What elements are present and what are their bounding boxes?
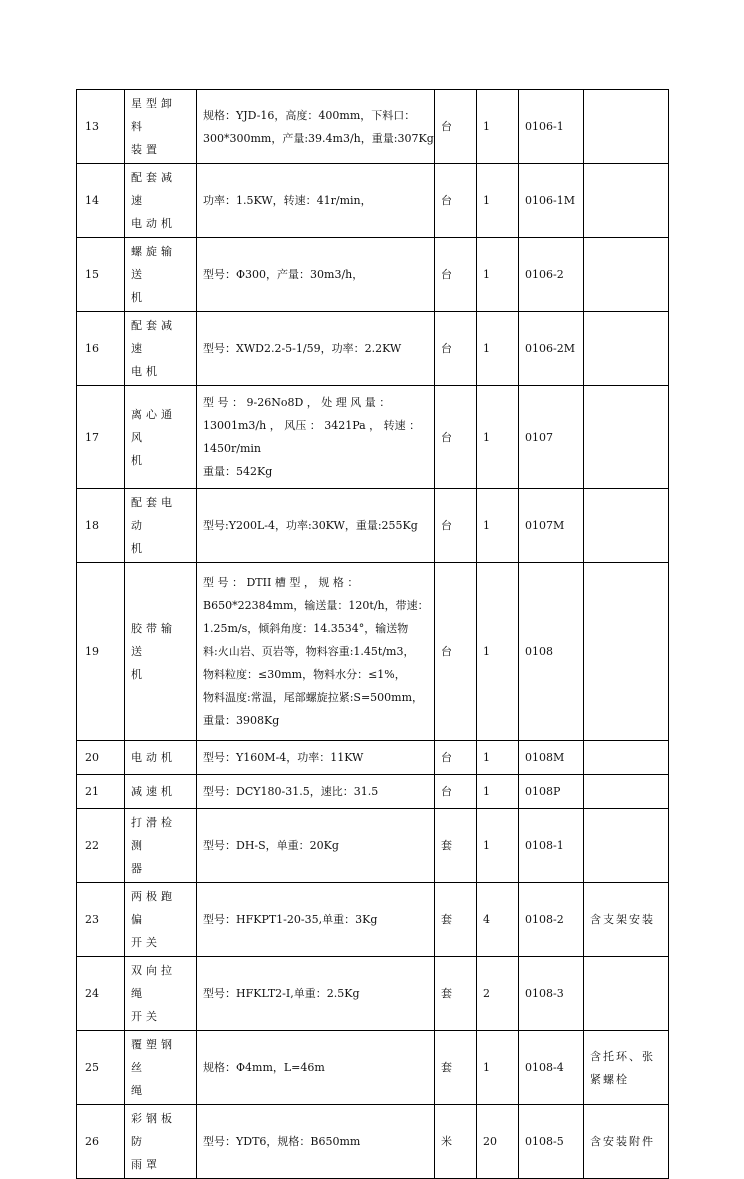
table-row (77, 238, 669, 312)
name-line: 两极跑偏 (131, 890, 176, 926)
quantity: 1 (477, 1031, 519, 1105)
note-line: 含支架安装 (590, 913, 655, 926)
spec-line: 型号：DCY180-31.5，速比：31.5 (203, 785, 379, 798)
unit: 台 (435, 563, 477, 741)
unit: 台 (435, 238, 477, 312)
equipment-name (125, 386, 197, 489)
name-line: 打滑检测 (131, 816, 176, 852)
specification (197, 957, 435, 1031)
item-code: 0108-1 (519, 809, 584, 883)
quantity: 1 (477, 312, 519, 386)
name-line: 配套减速 (131, 171, 176, 207)
specification (197, 90, 435, 164)
table-row (77, 741, 669, 775)
specification (197, 164, 435, 238)
name-line: 电动机 (131, 751, 176, 764)
spec-line: 型号：YDT6，规格：B650mm (203, 1135, 361, 1148)
name-line: 开关 (131, 1010, 161, 1023)
unit: 套 (435, 809, 477, 883)
item-code: 0107M (519, 489, 584, 563)
spec-line: 型号：HFKPT1-20-35,单重：3Kg (203, 913, 378, 926)
equipment-name (125, 312, 197, 386)
name-line: 减速机 (131, 785, 176, 798)
remark (584, 563, 669, 741)
remark (584, 1031, 669, 1105)
table-body (77, 90, 669, 1179)
specification (197, 741, 435, 775)
spec-line: 功率：1.5KW，转速：41r/min， (203, 194, 372, 207)
spec-line: 重量：542Kg (203, 465, 273, 478)
spec-line: 型号：Y160M-4，功率：11KW (203, 751, 364, 764)
name-line: 电机 (131, 365, 161, 378)
table-row (77, 1031, 669, 1105)
item-code: 0108-2 (519, 883, 584, 957)
item-code: 0106-2 (519, 238, 584, 312)
remark (584, 957, 669, 1031)
spec-line: 型号:Y200L-4，功率:30KW，重量:255Kg (203, 519, 418, 532)
name-line: 电动机 (131, 217, 176, 230)
table-row (77, 957, 669, 1031)
row-number: 17 (77, 386, 125, 489)
name-line: 雨罩 (131, 1158, 161, 1171)
spec-line: 型号：HFKLT2-I,单重：2.5Kg (203, 987, 360, 1000)
equipment-name (125, 489, 197, 563)
remark (584, 809, 669, 883)
unit: 套 (435, 1031, 477, 1105)
table-row (77, 775, 669, 809)
quantity: 4 (477, 883, 519, 957)
unit: 台 (435, 775, 477, 809)
spec-line: 重量：3908Kg (203, 714, 280, 727)
table-row (77, 386, 669, 489)
name-line: 双向拉绳 (131, 964, 176, 1000)
item-code: 0108-5 (519, 1105, 584, 1179)
quantity: 1 (477, 238, 519, 312)
equipment-table (76, 89, 669, 1179)
row-number: 21 (77, 775, 125, 809)
item-code: 0108P (519, 775, 584, 809)
table-row (77, 809, 669, 883)
name-line: 星型卸料 (131, 97, 176, 133)
table-row (77, 883, 669, 957)
specification (197, 563, 435, 741)
equipment-name (125, 563, 197, 741)
spec-line: 1450r/min (203, 442, 261, 455)
unit: 米 (435, 1105, 477, 1179)
row-number: 24 (77, 957, 125, 1031)
remark (584, 1105, 669, 1179)
specification (197, 489, 435, 563)
name-line: 机 (131, 668, 146, 681)
row-number: 22 (77, 809, 125, 883)
unit: 台 (435, 164, 477, 238)
specification (197, 312, 435, 386)
name-line: 机 (131, 542, 146, 555)
unit: 台 (435, 741, 477, 775)
name-line: 绳 (131, 1084, 146, 1097)
name-line: 配套电动 (131, 496, 176, 532)
table-row (77, 90, 669, 164)
quantity: 1 (477, 775, 519, 809)
quantity: 1 (477, 563, 519, 741)
spec-line: B650*22384mm，输送量：120t/h，带速： (203, 599, 429, 612)
note-line: 紧螺栓 (590, 1072, 629, 1086)
row-number: 15 (77, 238, 125, 312)
item-code: 0107 (519, 386, 584, 489)
equipment-name (125, 883, 197, 957)
remark (584, 164, 669, 238)
item-code: 0108-3 (519, 957, 584, 1031)
spec-line: 物料温度:常温，尾部螺旋拉紧:S=500mm， (203, 691, 424, 704)
name-line: 器 (131, 862, 146, 875)
note-line: 含安装附件 (590, 1135, 655, 1148)
name-line: 配套减速 (131, 319, 176, 355)
spec-line: 型号：XWD2.2-5-1/59，功率：2.2KW (203, 342, 402, 355)
spec-line: 型 号 ： 9-26No8D ， 处 理 风 量 ： (203, 396, 391, 409)
table-row (77, 1105, 669, 1179)
equipment-name (125, 741, 197, 775)
specification (197, 238, 435, 312)
spec-line: 13001m3/h ， 风压 ： 3421Pa ， 转速 ： (203, 419, 421, 432)
spec-line: 料:火山岩、页岩等，物料容重:1.45t/m3， (203, 645, 415, 658)
remark (584, 386, 669, 489)
quantity: 2 (477, 957, 519, 1031)
unit: 套 (435, 883, 477, 957)
remark (584, 238, 669, 312)
remark (584, 883, 669, 957)
row-number: 23 (77, 883, 125, 957)
unit: 台 (435, 312, 477, 386)
table-row (77, 164, 669, 238)
note-line: 含托环、张 (590, 1049, 655, 1063)
remark (584, 775, 669, 809)
quantity: 1 (477, 164, 519, 238)
item-code: 0106-1 (519, 90, 584, 164)
row-number: 25 (77, 1031, 125, 1105)
item-code: 0108 (519, 563, 584, 741)
row-number: 16 (77, 312, 125, 386)
equipment-name (125, 957, 197, 1031)
quantity: 1 (477, 489, 519, 563)
name-line: 胶带输送 (131, 622, 176, 658)
table-row (77, 563, 669, 741)
name-line: 开关 (131, 936, 161, 949)
row-number: 14 (77, 164, 125, 238)
item-code: 0106-1M (519, 164, 584, 238)
equipment-name (125, 1105, 197, 1179)
specification (197, 1105, 435, 1179)
name-line: 机 (131, 291, 146, 304)
spec-line: 型号：DH-S，单重：20Kg (203, 839, 339, 852)
row-number: 18 (77, 489, 125, 563)
row-number: 19 (77, 563, 125, 741)
spec-line: 型 号 ： DTII 槽 型 ， 规 格 ： (203, 576, 359, 589)
unit: 套 (435, 957, 477, 1031)
quantity: 1 (477, 386, 519, 489)
row-number: 20 (77, 741, 125, 775)
unit: 台 (435, 386, 477, 489)
quantity: 20 (477, 1105, 519, 1179)
row-number: 13 (77, 90, 125, 164)
name-line: 覆塑钢丝 (131, 1038, 176, 1074)
row-number: 26 (77, 1105, 125, 1179)
table-row (77, 489, 669, 563)
name-line: 机 (131, 453, 146, 467)
spec-line: 规格：YJD-16，高度：400mm，下料口： (203, 108, 416, 122)
item-code: 0108M (519, 741, 584, 775)
remark (584, 90, 669, 164)
equipment-name (125, 238, 197, 312)
unit: 台 (435, 489, 477, 563)
specification (197, 1031, 435, 1105)
spec-line: 规格：Φ4mm，L=46m (203, 1061, 325, 1074)
unit: 台 (435, 90, 477, 164)
table-row (77, 312, 669, 386)
quantity: 1 (477, 741, 519, 775)
remark (584, 489, 669, 563)
name-line: 彩钢板防 (131, 1112, 176, 1148)
specification (197, 386, 435, 489)
equipment-name (125, 1031, 197, 1105)
equipment-name (125, 775, 197, 809)
item-code: 0108-4 (519, 1031, 584, 1105)
remark (584, 741, 669, 775)
spec-line: 300*300mm，产量:39.4m3/h，重量:307Kg (203, 131, 434, 145)
spec-line: 1.25m/s，倾斜角度：14.3534°，输送物 (203, 622, 409, 635)
spec-line: 物料粒度：≤30mm，物料水分：≤1%， (203, 668, 406, 681)
equipment-name (125, 90, 197, 164)
equipment-name (125, 164, 197, 238)
name-line: 螺旋输送 (131, 245, 176, 281)
remark (584, 312, 669, 386)
name-line: 离心通风 (131, 407, 176, 444)
specification (197, 809, 435, 883)
quantity: 1 (477, 809, 519, 883)
spec-line: 型号：Φ300，产量：30m3/h， (203, 268, 364, 281)
specification (197, 775, 435, 809)
item-code: 0106-2M (519, 312, 584, 386)
equipment-name (125, 809, 197, 883)
quantity: 1 (477, 90, 519, 164)
name-line: 装置 (131, 143, 161, 156)
specification (197, 883, 435, 957)
